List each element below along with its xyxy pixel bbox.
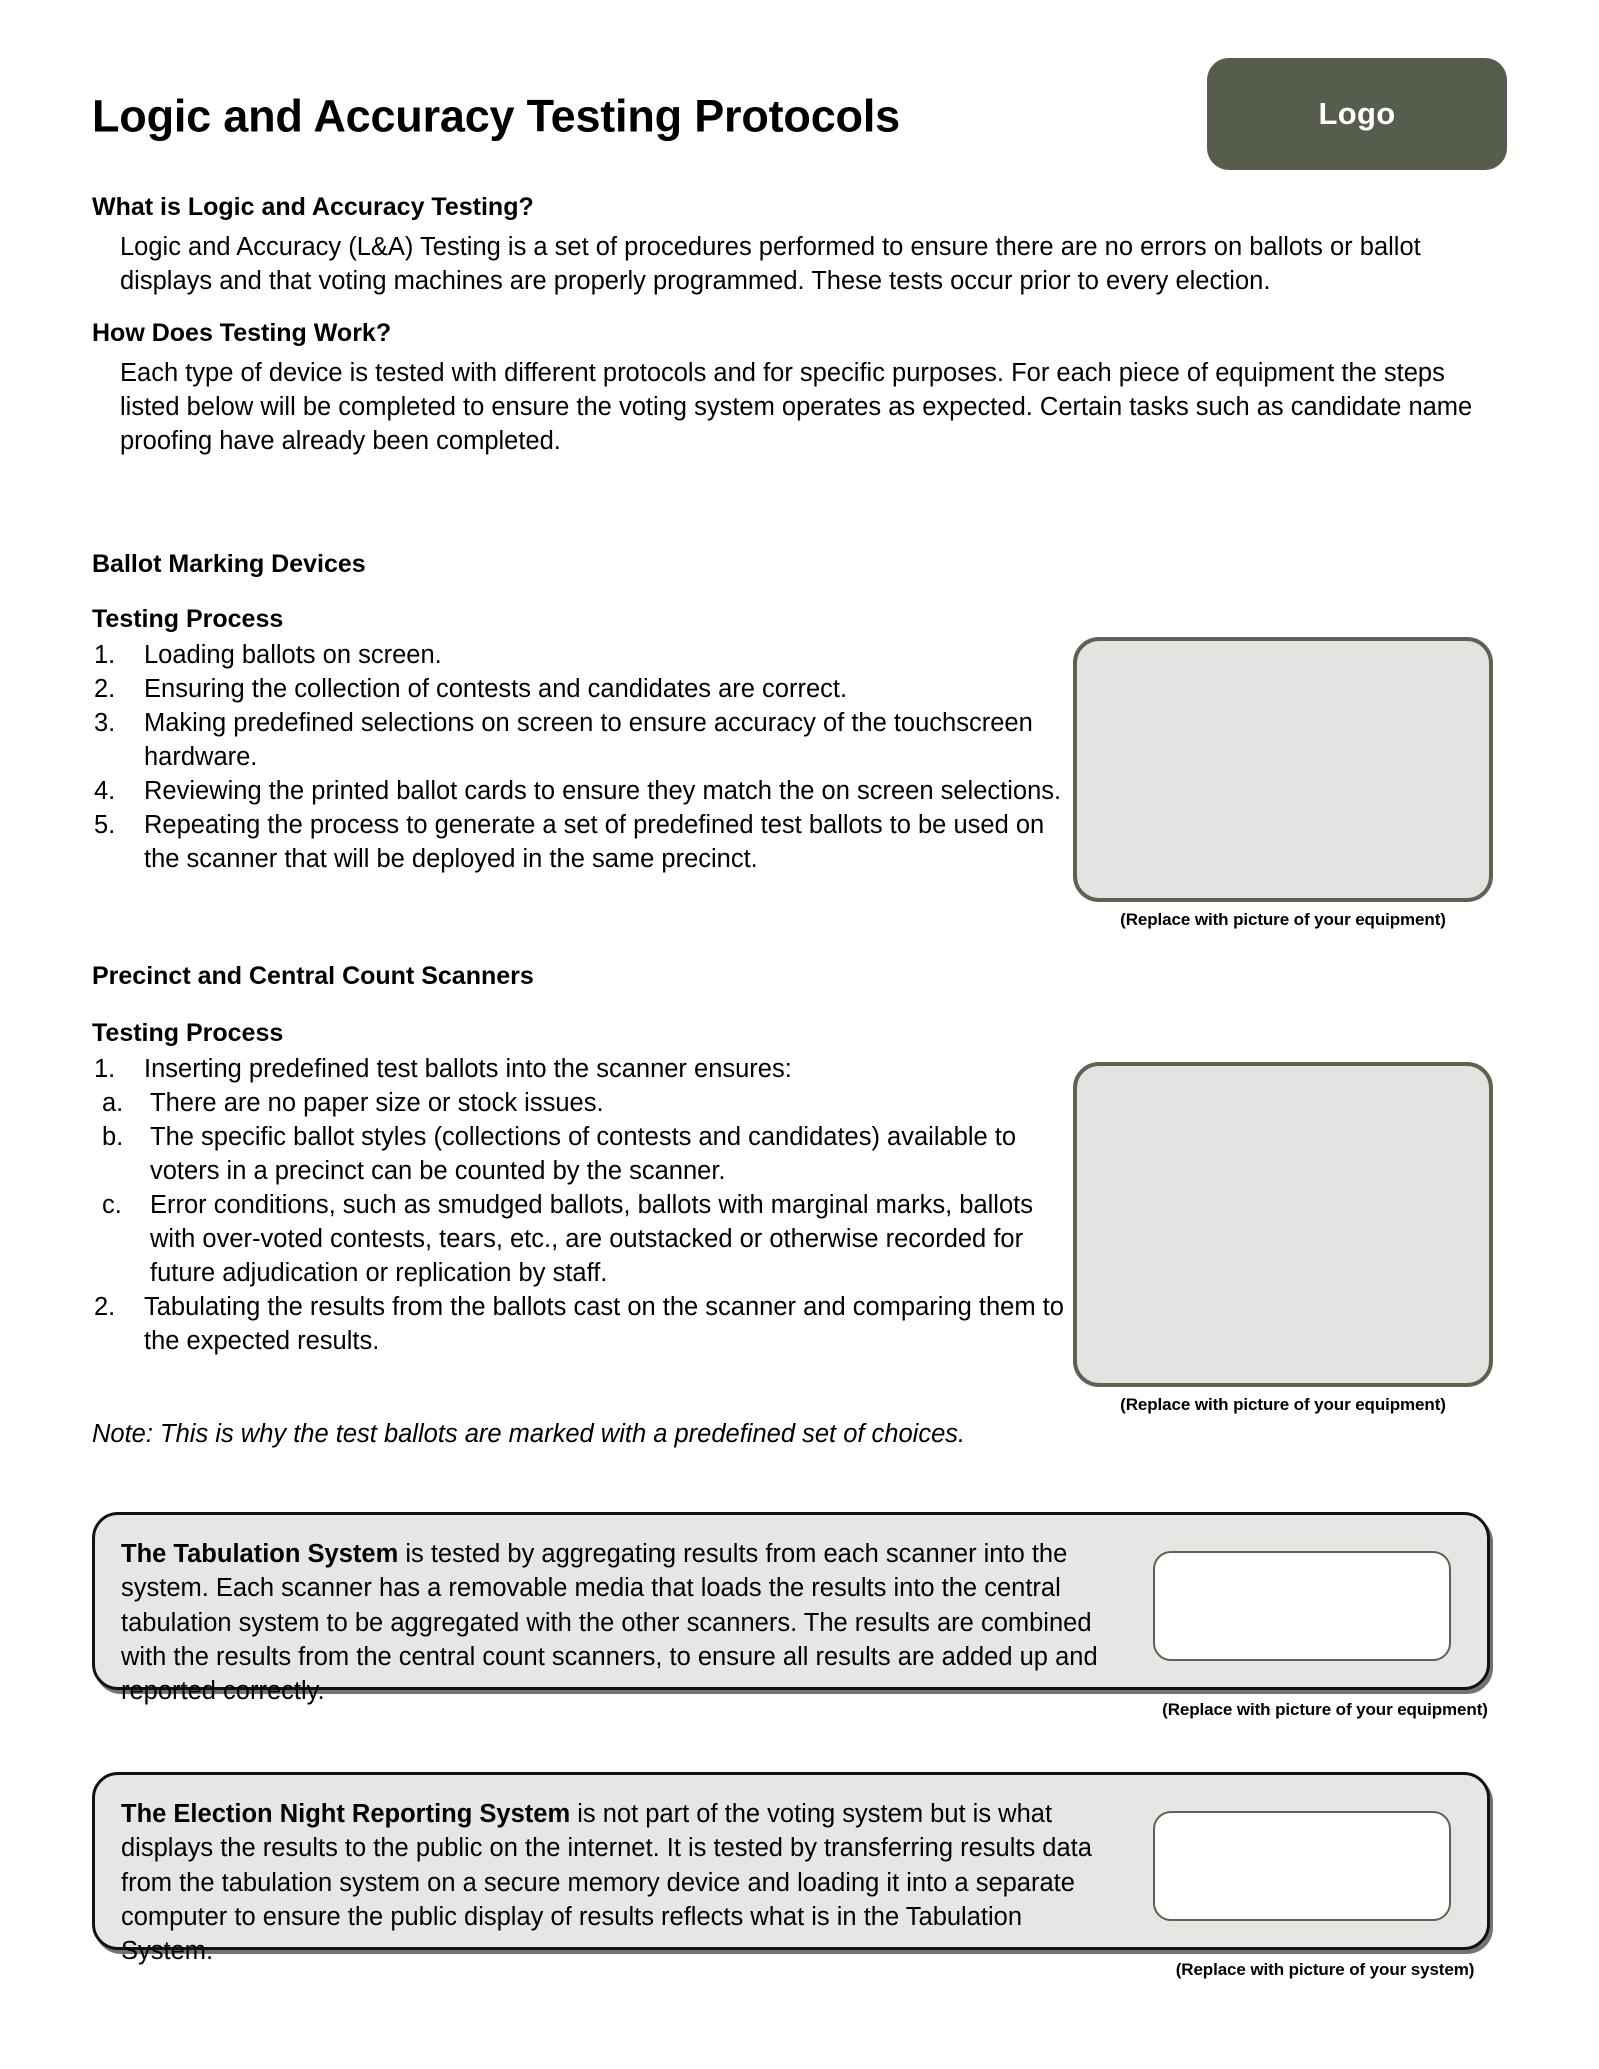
callout-tabulation-text [121,1537,1106,1708]
list-marker: b. [102,1123,124,1152]
list-item [92,1121,1072,1189]
caption-bmd-image: (Replace with picture of your equipment) [1120,910,1446,929]
tabulation-image-placeholder [1153,1551,1451,1661]
callout-tabulation-lead: The Tabulation System [121,1540,399,1568]
callout-enr-body: is not part of the voting system but is what displays the results to the public on the internet. It is tested by transferring results data from the tabulation system on a secure memory device and loading it into a separate computer to ensure the public display of results reflects what is in the Tabulation System. [121,1800,1092,1966]
callout-election-night-reporting-system [92,1772,1490,1966]
list-marker: c. [102,1190,122,1219]
list-item [92,1053,1072,1087]
list-text: Making predefined selections on screen to ensure accuracy of the touchscreen hardware. [144,709,1033,771]
caption-enr-image: (Replace with picture of your system) [1175,1960,1475,1979]
section-precinct-central-count-scanners [92,962,1092,991]
scanners-steps-list [92,1053,1072,1087]
callout-tabulation-system [92,1512,1490,1706]
heading-what-is-lat: What is Logic and Accuracy Testing? [92,193,534,221]
list-marker: a. [102,1089,124,1118]
list-text: Tabulating the results from the ballots cast on the scanner and comparing them to the expected results. [144,1292,1064,1355]
equipment-image-placeholder-scanner [1073,1062,1493,1387]
list-item [92,1189,1072,1291]
scanners-testing-process [92,1018,1072,1358]
enr-image-placeholder [1153,1811,1451,1921]
list-text: Inserting predefined test ballots into the scanner ensures: [144,1055,792,1084]
document-header [92,50,1507,170]
caption-tabulation-image: (Replace with picture of your equipment) [1162,1700,1488,1719]
equipment-image-placeholder-bmd [1073,637,1493,902]
label-testing-process-bmd: Testing Process [92,605,284,633]
list-item [92,775,1062,809]
heading-how-testing-works: How Does Testing Work? [92,319,392,347]
list-text: Repeating the process to generate a set of predefined test ballots to be used on the scanner that will be deployed in the same precinct. [144,810,1045,873]
list-item [92,1291,1072,1359]
list-marker: 1. [94,641,116,670]
list-text: There are no paper size or stock issues. [150,1089,604,1118]
section-what-is-lat [92,192,1512,299]
scanners-steps-list-continued [92,1291,1072,1359]
list-marker: 2. [94,675,116,704]
label-testing-process-scanners: Testing Process [92,1019,284,1047]
list-text: Error conditions, such as smudged ballots, ballots with marginal marks, ballots with over-voted contests, tears, etc., are outstacked or otherwise recorded for future adjudication or replication by staff. [150,1190,1033,1287]
bmd-testing-process [92,604,1062,877]
list-item [92,639,1062,673]
logo-label: Logo [1318,96,1396,131]
callout-enr-text [121,1797,1106,1968]
list-marker: 3. [94,709,116,738]
callout-enr-lead: The Election Night Reporting System [121,1800,571,1828]
note-predefined-choices: Note: This is why the test ballots are marked with a predefined set of choices. [92,1420,966,1448]
list-item [92,1087,1072,1121]
page-title: Logic and Accuracy Testing Protocols [92,90,900,142]
section-ballot-marking-devices [92,550,1092,579]
bmd-steps-list [92,639,1062,876]
list-text: Loading ballots on screen. [144,641,442,670]
heading-ballot-marking-devices: Ballot Marking Devices [92,550,366,578]
scanners-substeps-list [92,1087,1072,1290]
list-marker: 1. [94,1055,116,1084]
logo-placeholder [1207,58,1507,170]
list-item [92,809,1062,877]
section-how-testing-works [92,318,1492,458]
caption-scanner-image: (Replace with picture of your equipment) [1120,1395,1446,1414]
heading-precinct-central-count-scanners: Precinct and Central Count Scanners [92,962,534,990]
list-item [92,707,1062,775]
paragraph-how-testing-works: Each type of device is tested with different protocols and for specific purposes. For each piece of equipment the steps listed below will be completed to ensure the voting system operates as expected. Certain tasks such as candidate name proofing have already been completed. [120,359,1473,455]
list-marker: 2. [94,1292,116,1321]
list-text: Reviewing the printed ballot cards to ensure they match the on screen selections. [144,776,1062,805]
list-text: The specific ballot styles (collections of contests and candidates) available to voters in a precinct can be counted by the scanner. [150,1123,1017,1185]
list-item [92,673,1062,707]
list-marker: 4. [94,776,116,805]
list-marker: 5. [94,810,116,839]
paragraph-what-is-lat: Logic and Accuracy (L&A) Testing is a set of procedures performed to ensure there are no errors on ballots or ballot displays and that voting machines are properly programmed. These tests occur prior to every election. [120,233,1421,295]
callout-tabulation-body: is tested by aggregating results from each scanner into the system. Each scanner has a removable media that loads the results into the central tabulation system to be aggregated with the other scanners. The results are combined with the results from the central count scanners, to ensure all results are added up and reported correctly. [121,1540,1098,1706]
list-text: Ensuring the collection of contests and candidates are correct. [144,675,848,704]
